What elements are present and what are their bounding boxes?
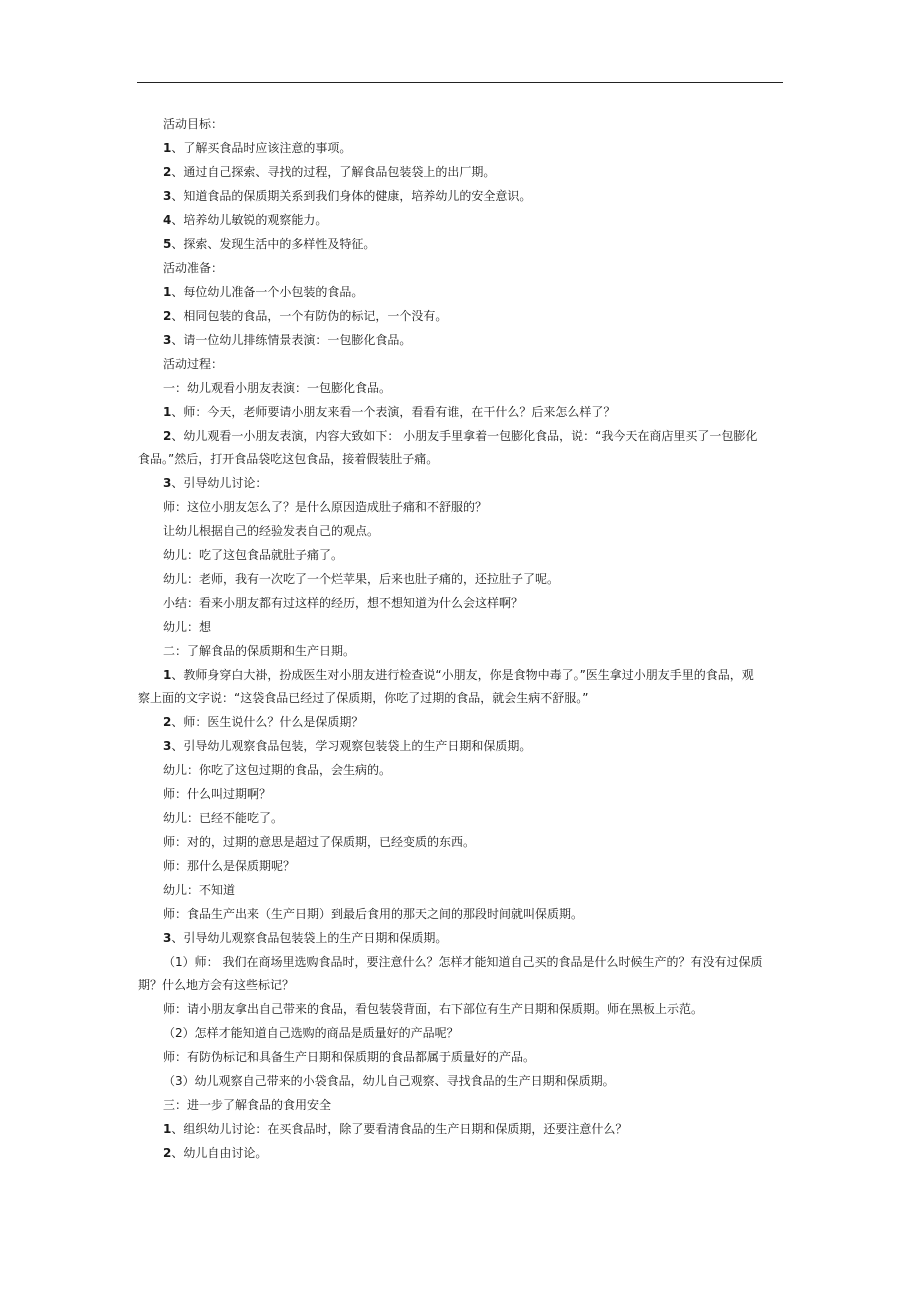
paragraph-line — [138, 902, 784, 926]
item-number: 3 — [163, 189, 172, 203]
item-number: 3 — [163, 476, 172, 490]
line-text: 、幼儿自由讨论。 — [171, 1146, 268, 1160]
line-text: （1）师： 我们在商场里选购食品时，要注意什么？怎样才能知道自己买的食品是什么时候生产的？有没有过保质 — [163, 955, 763, 969]
item-number: 1 — [163, 141, 172, 155]
paragraph-line — [138, 806, 784, 830]
paragraph-line — [138, 352, 784, 376]
line-text: 幼儿：老师，我有一次吃了一个烂苹果，后来也肚子痛的，还拉肚子了呢。 — [163, 572, 560, 586]
item-number: 4 — [163, 213, 172, 227]
paragraph-line — [138, 1093, 784, 1117]
line-text: 、请一位幼儿排练情景表演：一包膨化食品。 — [171, 333, 412, 347]
item-number: 2 — [163, 165, 172, 179]
item-number: 1 — [163, 285, 172, 299]
paragraph-line — [138, 471, 784, 495]
line-text: 幼儿：不知道 — [163, 883, 236, 897]
line-text: 食品。”然后，打开食品袋吃这包食品，接着假装肚子痛。 — [138, 452, 439, 466]
line-text: 活动准备： — [163, 261, 224, 275]
line-text: 幼儿：已经不能吃了。 — [163, 811, 284, 825]
paragraph-line — [138, 495, 784, 519]
line-text: 、教师身穿白大褂，扮成医生对小朋友进行检查说“小朋友，你是食物中毒了。”医生拿过小朋友手里的食品，观 — [171, 668, 754, 682]
line-text: 师：那什么是保质期呢？ — [163, 859, 296, 873]
paragraph-line — [138, 854, 784, 878]
line-text: 、引导幼儿观察食品包装，学习观察包装袋上的生产日期和保质期。 — [171, 739, 532, 753]
header-rule — [137, 82, 783, 83]
paragraph-line — [138, 710, 784, 734]
paragraph-line — [138, 997, 784, 1021]
paragraph-line — [138, 304, 784, 328]
paragraph-line — [138, 256, 784, 280]
line-text: 一：幼儿观看小朋友表演：一包膨化食品。 — [163, 381, 392, 395]
line-text: 小结：看来小朋友都有过这样的经历，想不想知道为什么会这样啊？ — [163, 596, 524, 610]
paragraph-line — [138, 639, 784, 663]
paragraph-line — [138, 208, 784, 232]
line-text: 、通过自己探索、寻找的过程，了解食品包装袋上的出厂期。 — [171, 165, 496, 179]
paragraph-line — [138, 1117, 784, 1141]
line-text: 、幼儿观看一小朋友表演，内容大致如下： 小朋友手里拿着一包膨化食品，说：“我今天在商店里买了一包膨化 — [171, 429, 758, 443]
line-text: 、师：今天，老师要请小朋友来看一个表演，看看有谁，在干什么？后来怎么样了？ — [171, 405, 616, 419]
paragraph-line — [138, 1069, 784, 1093]
line-text: 、师：医生说什么？什么是保质期？ — [171, 715, 364, 729]
item-number: 1 — [163, 405, 172, 419]
line-text: 、引导幼儿讨论： — [171, 476, 268, 490]
item-number: 5 — [163, 237, 172, 251]
paragraph-line — [138, 376, 784, 400]
line-text: 师：这位小朋友怎么了？是什么原因造成肚子痛和不舒服的？ — [163, 500, 488, 514]
paragraph-line — [138, 926, 784, 950]
line-text: 二：了解食品的保质期和生产日期。 — [163, 644, 356, 658]
paragraph-line — [138, 160, 784, 184]
paragraph-line — [138, 1045, 784, 1069]
line-text: 师：请小朋友拿出自己带来的食品，看包装袋背面，右下部位有生产日期和保质期。师在黑板上示范。 — [163, 1002, 704, 1016]
paragraph-line — [138, 280, 784, 304]
item-number: 2 — [163, 715, 172, 729]
paragraph-line — [138, 973, 784, 997]
paragraph-line — [138, 424, 784, 448]
line-text: 、组织幼儿讨论：在买食品时，除了要看清食品的生产日期和保质期，还要注意什么？ — [171, 1122, 628, 1136]
paragraph-line — [138, 686, 784, 710]
line-text: 师：对的，过期的意思是超过了保质期，已经变质的东西。 — [163, 835, 476, 849]
paragraph-line — [138, 184, 784, 208]
paragraph-line — [138, 663, 784, 687]
paragraph-line — [138, 591, 784, 615]
line-text: 让幼儿根据自己的经验发表自己的观点。 — [163, 524, 380, 538]
paragraph-line — [138, 232, 784, 256]
item-number: 1 — [163, 1122, 172, 1136]
line-text: 察上面的文字说：“这袋食品已经过了保质期，你吃了过期的食品，就会生病不舒服。” — [138, 691, 589, 705]
paragraph-line — [138, 1021, 784, 1045]
item-number: 1 — [163, 668, 172, 682]
item-number: 2 — [163, 429, 172, 443]
line-text: 、相同包装的食品，一个有防伪的标记，一个没有。 — [171, 309, 448, 323]
line-text: 期？什么地方会有这些标记？ — [138, 978, 295, 992]
line-text: 师：有防伪标记和具备生产日期和保质期的食品都属于质量好的产品。 — [163, 1050, 536, 1064]
line-text: 活动目标： — [163, 117, 224, 131]
document-body — [138, 112, 784, 1165]
line-text: 幼儿：吃了这包食品就肚子痛了。 — [163, 548, 344, 562]
line-text: 、探索、发现生活中的多样性及特征。 — [171, 237, 376, 251]
paragraph-line — [138, 734, 784, 758]
item-number: 3 — [163, 931, 172, 945]
line-text: 、知道食品的保质期关系到我们身体的健康，培养幼儿的安全意识。 — [171, 189, 532, 203]
paragraph-line — [138, 950, 784, 974]
line-text: （2）怎样才能知道自己选购的商品是质量好的产品呢？ — [163, 1026, 459, 1040]
line-text: 、每位幼儿准备一个小包装的食品。 — [171, 285, 364, 299]
paragraph-line — [138, 567, 784, 591]
line-text: 师：食品生产出来（生产日期）到最后食用的那天之间的那段时间就叫保质期。 — [163, 907, 584, 921]
paragraph-line — [138, 519, 784, 543]
item-number: 2 — [163, 1146, 172, 1160]
paragraph-line — [138, 878, 784, 902]
paragraph-line — [138, 112, 784, 136]
line-text: 幼儿：你吃了这包过期的食品，会生病的。 — [163, 763, 392, 777]
paragraph-line — [138, 328, 784, 352]
line-text: 、培养幼儿敏锐的观察能力。 — [171, 213, 328, 227]
paragraph-line — [138, 447, 784, 471]
paragraph-line — [138, 830, 784, 854]
paragraph-line — [138, 758, 784, 782]
item-number: 2 — [163, 309, 172, 323]
paragraph-line — [138, 1141, 784, 1165]
paragraph-line — [138, 136, 784, 160]
paragraph-line — [138, 400, 784, 424]
item-number: 3 — [163, 739, 172, 753]
item-number: 3 — [163, 333, 172, 347]
line-text: 三：进一步了解食品的食用安全 — [163, 1098, 332, 1112]
line-text: （3）幼儿观察自己带来的小袋食品，幼儿自己观察、寻找食品的生产日期和保质期。 — [163, 1074, 615, 1088]
line-text: 、引导幼儿观察食品包装袋上的生产日期和保质期。 — [171, 931, 448, 945]
paragraph-line — [138, 782, 784, 806]
line-text: 师：什么叫过期啊？ — [163, 787, 272, 801]
paragraph-line — [138, 543, 784, 567]
line-text: 幼儿：想 — [163, 620, 212, 634]
line-text: 活动过程： — [163, 357, 224, 371]
line-text: 、了解买食品时应该注意的事项。 — [171, 141, 352, 155]
paragraph-line — [138, 615, 784, 639]
